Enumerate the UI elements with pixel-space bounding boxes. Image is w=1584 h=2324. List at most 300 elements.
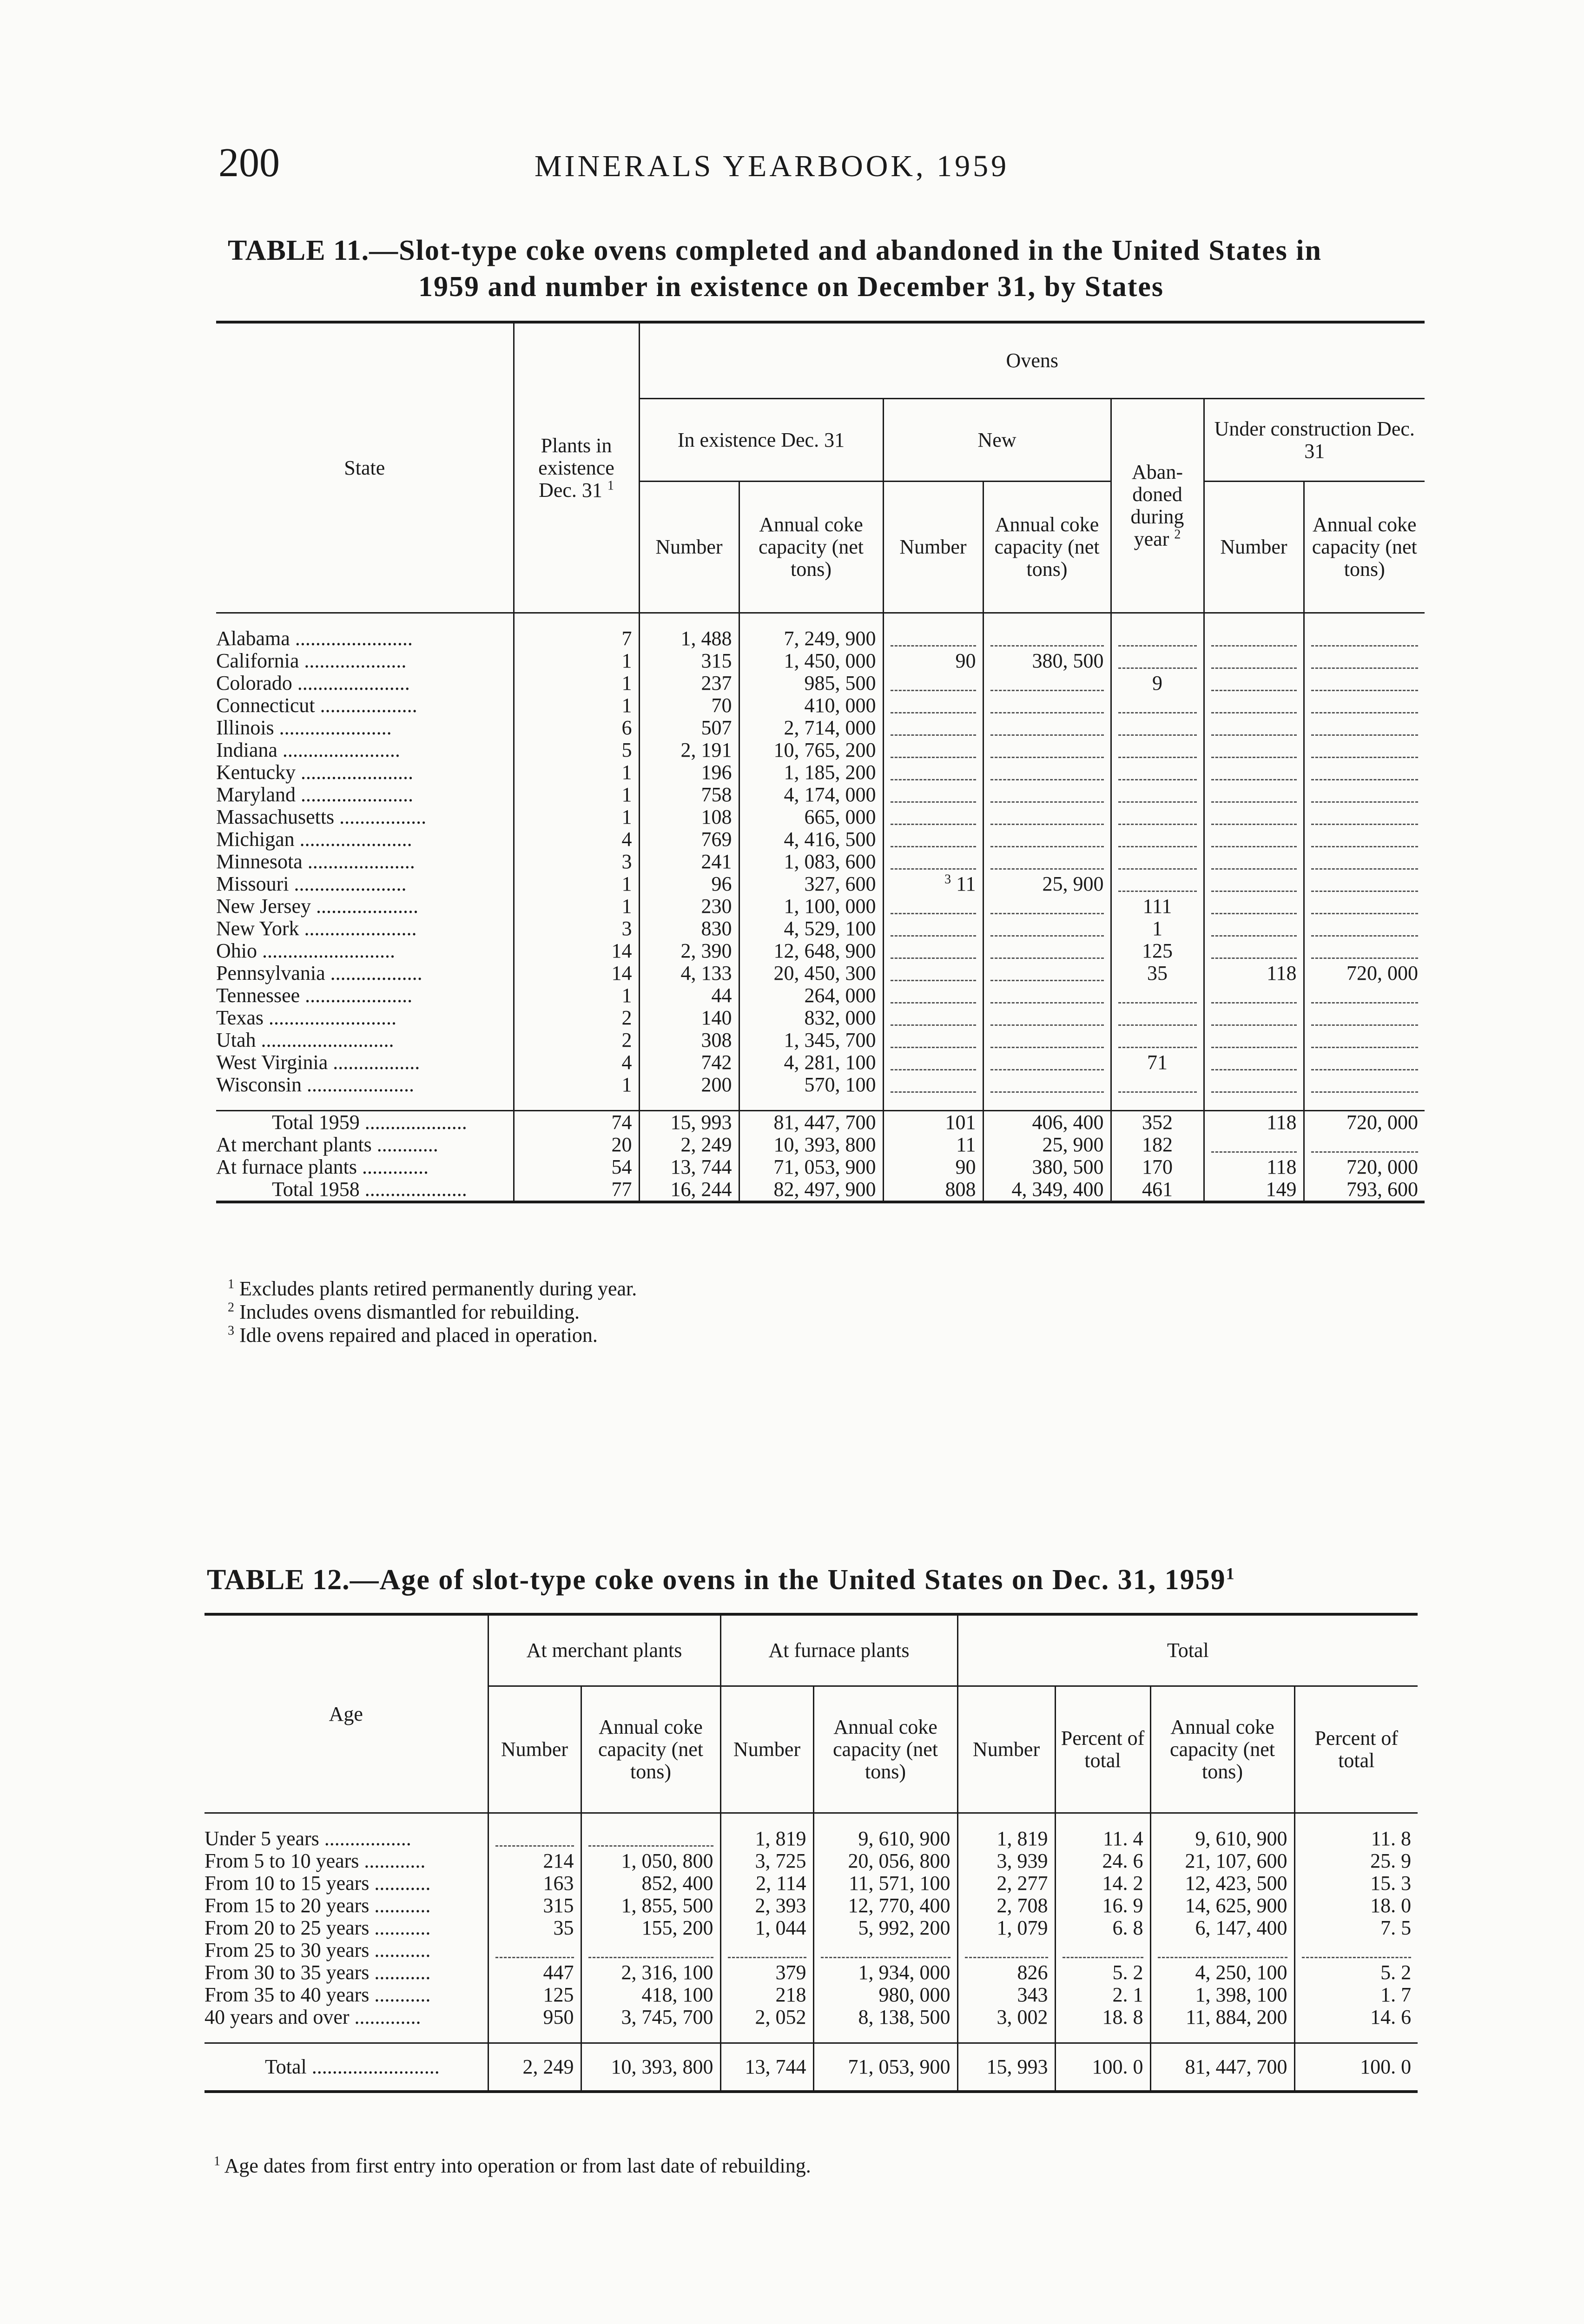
state-name: Minnesota ..................... xyxy=(216,850,415,873)
empty-dash xyxy=(1311,857,1419,870)
total-row xyxy=(205,2043,1418,2092)
col-header-furnace: At furnace plants xyxy=(720,1614,957,1686)
total-label: At merchant plants ............ xyxy=(216,1133,438,1156)
exist-capacity: 1, 083, 600 xyxy=(739,851,883,873)
total-capacity-percent: 1. 7 xyxy=(1294,1984,1418,2006)
exist-capacity: 665, 000 xyxy=(739,806,883,828)
uc-number: 149 xyxy=(1204,1178,1304,1202)
total-number: 1, 819 xyxy=(957,1828,1055,1850)
new-capacity xyxy=(983,672,1111,694)
state-name: New Jersey .................... xyxy=(216,895,419,918)
empty-dash xyxy=(990,857,1104,870)
uc-number xyxy=(1204,918,1304,940)
empty-dash xyxy=(1118,634,1197,647)
empty-dash xyxy=(990,723,1104,736)
uc-number xyxy=(1204,694,1304,717)
col-header-new: New xyxy=(883,399,1111,482)
empty-dash xyxy=(1311,634,1419,647)
uc-capacity xyxy=(1304,1007,1425,1029)
furnace-number: 13, 744 xyxy=(720,2043,813,2092)
col-header-new-number: Number xyxy=(883,482,983,613)
empty-dash xyxy=(891,812,976,825)
uc-number xyxy=(1204,828,1304,851)
page-number: 200 xyxy=(218,140,280,185)
total-capacity: 4, 250, 100 xyxy=(1150,1961,1294,1984)
new-number xyxy=(883,717,983,739)
exist-number: 2, 191 xyxy=(639,739,739,761)
state-name: Texas ......................... xyxy=(216,1006,396,1029)
empty-dash xyxy=(1311,1140,1419,1153)
total-number: 343 xyxy=(957,1984,1055,2006)
col-header-exist-number: Number xyxy=(639,482,739,613)
exist-number: 2, 249 xyxy=(639,1134,739,1156)
uc-number xyxy=(1204,873,1304,895)
new-number xyxy=(883,627,983,650)
exist-number: 4, 133 xyxy=(639,962,739,984)
uc-capacity xyxy=(1304,784,1425,806)
exist-number: 108 xyxy=(639,806,739,828)
uc-number xyxy=(1204,761,1304,784)
empty-dash xyxy=(990,768,1104,780)
empty-dash xyxy=(990,634,1104,647)
col-header-merchant-capacity: Annual coke capacity (net tons) xyxy=(581,1686,720,1813)
table-row xyxy=(216,784,1425,806)
uc-number: 118 xyxy=(1204,1156,1304,1178)
col-header-under-construction: Under construction Dec. 31 xyxy=(1204,399,1425,482)
abandoned-value xyxy=(1111,627,1204,650)
total-number xyxy=(957,1939,1055,1961)
table-row xyxy=(216,1007,1425,1029)
total-percent: 100. 0 xyxy=(1055,2043,1150,2092)
empty-dash xyxy=(990,835,1104,847)
plants-value: 4 xyxy=(514,828,639,851)
furnace-number: 2, 052 xyxy=(720,2006,813,2028)
table-row xyxy=(205,1828,1418,1850)
uc-capacity xyxy=(1304,739,1425,761)
empty-dash xyxy=(891,924,976,937)
merchant-number: 950 xyxy=(488,2006,581,2028)
abandoned-value xyxy=(1111,828,1204,851)
total-percent: 14. 2 xyxy=(1055,1872,1150,1895)
age-label: From 15 to 20 years ........... xyxy=(205,1894,431,1917)
state-name: California .................... xyxy=(216,649,407,672)
age-label: From 10 to 15 years ........... xyxy=(205,1872,431,1895)
new-capacity xyxy=(983,784,1111,806)
exist-capacity: 410, 000 xyxy=(739,694,883,717)
plants-value: 4 xyxy=(514,1051,639,1074)
uc-number xyxy=(1204,851,1304,873)
merchant-capacity: 2, 316, 100 xyxy=(581,1961,720,1984)
empty-dash xyxy=(990,991,1104,1004)
total-capacity-percent: 18. 0 xyxy=(1294,1895,1418,1917)
col-header-total-number: Number xyxy=(957,1686,1055,1813)
exist-capacity: 10, 765, 200 xyxy=(739,739,883,761)
empty-dash xyxy=(1311,1036,1419,1048)
state-name: Colorado ...................... xyxy=(216,672,410,694)
uc-number xyxy=(1204,784,1304,806)
furnace-number xyxy=(720,1939,813,1961)
table-row xyxy=(216,851,1425,873)
new-number: 808 xyxy=(883,1178,983,1202)
empty-dash xyxy=(1311,835,1419,847)
uc-number xyxy=(1204,739,1304,761)
abandoned-value xyxy=(1111,873,1204,895)
merchant-number: 163 xyxy=(488,1872,581,1895)
empty-dash xyxy=(1211,879,1297,892)
total-capacity: 11, 884, 200 xyxy=(1150,2006,1294,2028)
furnace-number: 2, 114 xyxy=(720,1872,813,1895)
uc-number xyxy=(1204,1029,1304,1051)
col-header-new-capacity: Annual coke capacity (net tons) xyxy=(983,482,1111,613)
furnace-capacity: 5, 992, 200 xyxy=(813,1917,957,1939)
col-header-ovens: Ovens xyxy=(639,322,1425,399)
col-header-merchant: At merchant plants xyxy=(488,1614,720,1686)
col-header-total-percent: Percent of total xyxy=(1055,1686,1150,1813)
table11-caption-line2: 1959 and number in existence on December 31, by States xyxy=(418,271,1164,303)
empty-dash xyxy=(1211,746,1297,758)
total-number: 1, 079 xyxy=(957,1917,1055,1939)
uc-capacity xyxy=(1304,672,1425,694)
merchant-capacity: 852, 400 xyxy=(581,1872,720,1895)
empty-dash xyxy=(1211,1140,1297,1153)
new-capacity xyxy=(983,940,1111,962)
uc-number xyxy=(1204,1051,1304,1074)
empty-dash xyxy=(728,1946,806,1958)
new-capacity: 25, 900 xyxy=(983,1134,1111,1156)
abandoned-value: 111 xyxy=(1111,895,1204,918)
exist-capacity: 1, 185, 200 xyxy=(739,761,883,784)
furnace-capacity: 9, 610, 900 xyxy=(813,1828,957,1850)
merchant-number: 315 xyxy=(488,1895,581,1917)
uc-capacity xyxy=(1304,694,1425,717)
merchant-number xyxy=(488,1939,581,1961)
footnote-text: Excludes plants retired permanently during year. xyxy=(234,1277,637,1300)
empty-dash xyxy=(1118,857,1197,870)
empty-dash xyxy=(1311,879,1419,892)
empty-dash xyxy=(891,723,976,736)
uc-capacity xyxy=(1304,761,1425,784)
empty-dash xyxy=(1311,746,1419,758)
abandoned-value xyxy=(1111,650,1204,672)
uc-number xyxy=(1204,672,1304,694)
table11-body xyxy=(216,613,1425,1202)
exist-capacity: 82, 497, 900 xyxy=(739,1178,883,1202)
total-capacity: 1, 398, 100 xyxy=(1150,1984,1294,2006)
new-number xyxy=(883,962,983,984)
total-percent: 5. 2 xyxy=(1055,1961,1150,1984)
table-row xyxy=(205,1850,1418,1872)
total-number: 3, 939 xyxy=(957,1850,1055,1872)
abandoned-value: 1 xyxy=(1111,918,1204,940)
exist-capacity: 832, 000 xyxy=(739,1007,883,1029)
empty-dash xyxy=(1211,835,1297,847)
table-row xyxy=(216,1051,1425,1074)
plants-value: 6 xyxy=(514,717,639,739)
abandoned-value: 182 xyxy=(1111,1134,1204,1156)
new-number xyxy=(883,739,983,761)
empty-dash xyxy=(1311,812,1419,825)
col-header-total-capacity-percent: Percent of total xyxy=(1294,1686,1418,1813)
uc-number xyxy=(1204,650,1304,672)
uc-capacity: 793, 600 xyxy=(1304,1178,1425,1202)
new-capacity xyxy=(983,984,1111,1007)
merchant-capacity: 3, 745, 700 xyxy=(581,2006,720,2028)
new-number xyxy=(883,761,983,784)
total-number: 826 xyxy=(957,1961,1055,1984)
table-row xyxy=(216,918,1425,940)
total-capacity-percent: 100. 0 xyxy=(1294,2043,1418,2092)
abandoned-value xyxy=(1111,784,1204,806)
total-capacity-percent: 15. 3 xyxy=(1294,1872,1418,1895)
empty-dash xyxy=(891,701,976,713)
empty-dash xyxy=(965,1946,1048,1958)
plants-value: 1 xyxy=(514,650,639,672)
uc-capacity xyxy=(1304,627,1425,650)
new-capacity xyxy=(983,851,1111,873)
table-row xyxy=(216,672,1425,694)
state-name: New York ...................... xyxy=(216,917,417,940)
footnote xyxy=(228,1277,1343,1301)
spacer-row xyxy=(205,2028,1418,2043)
total-capacity-percent xyxy=(1294,1939,1418,1961)
exist-capacity: 985, 500 xyxy=(739,672,883,694)
merchant-number: 125 xyxy=(488,1984,581,2006)
empty-dash xyxy=(495,1834,574,1847)
uc-number xyxy=(1204,895,1304,918)
exist-number: 830 xyxy=(639,918,739,940)
abandoned-value: 461 xyxy=(1111,1178,1204,1202)
new-capacity: 380, 500 xyxy=(983,650,1111,672)
new-number xyxy=(883,828,983,851)
empty-dash xyxy=(1211,701,1297,713)
table11-footnotes xyxy=(228,1277,1343,1347)
table-row xyxy=(216,761,1425,784)
total-row xyxy=(216,1156,1425,1178)
empty-dash xyxy=(1311,946,1419,959)
col-header-total: Total xyxy=(957,1614,1418,1686)
empty-dash xyxy=(1118,746,1197,758)
footnote-mark: 2 xyxy=(228,1300,234,1315)
merchant-capacity: 418, 100 xyxy=(581,1984,720,2006)
table-row xyxy=(216,694,1425,717)
empty-dash xyxy=(990,902,1104,914)
table-row xyxy=(205,1872,1418,1895)
state-name: Maryland ...................... xyxy=(216,783,414,806)
empty-dash xyxy=(990,1036,1104,1048)
empty-dash xyxy=(1118,1080,1197,1093)
exist-capacity: 12, 648, 900 xyxy=(739,940,883,962)
abandoned-value xyxy=(1111,717,1204,739)
uc-number: 118 xyxy=(1204,1111,1304,1134)
footnote-text: Idle ovens repaired and placed in operation. xyxy=(234,1324,598,1347)
spacer-row xyxy=(216,613,1425,628)
table12 xyxy=(205,1613,1418,2093)
empty-dash xyxy=(1211,723,1297,736)
footnote-ref: 3 xyxy=(944,872,951,887)
furnace-capacity: 20, 056, 800 xyxy=(813,1850,957,1872)
merchant-capacity: 10, 393, 800 xyxy=(581,2043,720,2092)
exist-capacity: 1, 345, 700 xyxy=(739,1029,883,1051)
empty-dash xyxy=(891,790,976,803)
abandoned-value: 170 xyxy=(1111,1156,1204,1178)
uc-capacity: 720, 000 xyxy=(1304,962,1425,984)
furnace-number: 3, 725 xyxy=(720,1850,813,1872)
abandoned-value: 352 xyxy=(1111,1111,1204,1134)
uc-number: 118 xyxy=(1204,962,1304,984)
new-capacity xyxy=(983,806,1111,828)
exist-number: 200 xyxy=(639,1074,739,1096)
empty-dash xyxy=(990,679,1104,691)
furnace-number: 218 xyxy=(720,1984,813,2006)
age-label: Under 5 years ................. xyxy=(205,1827,411,1850)
plants-value: 1 xyxy=(514,784,639,806)
exist-capacity: 4, 281, 100 xyxy=(739,1051,883,1074)
new-number xyxy=(883,672,983,694)
new-capacity xyxy=(983,1029,1111,1051)
exist-number: 1, 488 xyxy=(639,627,739,650)
exist-capacity: 7, 249, 900 xyxy=(739,627,883,650)
uc-capacity xyxy=(1304,1134,1425,1156)
new-number xyxy=(883,784,983,806)
total-capacity: 21, 107, 600 xyxy=(1150,1850,1294,1872)
empty-dash xyxy=(990,1013,1104,1026)
exist-capacity: 570, 100 xyxy=(739,1074,883,1096)
uc-capacity xyxy=(1304,873,1425,895)
total-label: Total 1958 .................... xyxy=(216,1178,514,1202)
exist-number: 315 xyxy=(639,650,739,672)
col-header-furnace-number: Number xyxy=(720,1686,813,1813)
table-row xyxy=(216,1074,1425,1096)
abandoned-value xyxy=(1111,1074,1204,1096)
empty-dash xyxy=(1118,656,1197,669)
empty-dash xyxy=(891,946,976,959)
uc-capacity: 720, 000 xyxy=(1304,1111,1425,1134)
total-percent: 11. 4 xyxy=(1055,1828,1150,1850)
total-number: 2, 708 xyxy=(957,1895,1055,1917)
exist-capacity: 10, 393, 800 xyxy=(739,1134,883,1156)
empty-dash xyxy=(990,701,1104,713)
state-name: Tennessee ..................... xyxy=(216,984,413,1007)
exist-number: 13, 744 xyxy=(639,1156,739,1178)
new-number xyxy=(883,806,983,828)
new-number xyxy=(883,1007,983,1029)
state-name: Massachusetts ................. xyxy=(216,805,427,828)
empty-dash xyxy=(1211,946,1297,959)
empty-dash xyxy=(588,1946,713,1958)
new-capacity xyxy=(983,828,1111,851)
empty-dash xyxy=(1311,768,1419,780)
total-percent: 18. 8 xyxy=(1055,2006,1150,2028)
empty-dash xyxy=(1118,879,1197,892)
empty-dash xyxy=(1211,656,1297,669)
abandoned-value: 35 xyxy=(1111,962,1204,984)
empty-dash xyxy=(891,768,976,780)
table12-caption-text: —Age of slot-type coke ovens in the United States on Dec. 31, 1959 xyxy=(350,1564,1226,1596)
age-label: From 25 to 30 years ........... xyxy=(205,1939,431,1961)
table-row xyxy=(205,1895,1418,1917)
empty-dash xyxy=(1211,634,1297,647)
empty-dash xyxy=(1211,1080,1297,1093)
table12-body xyxy=(205,1813,1418,2092)
plants-value: 1 xyxy=(514,895,639,918)
exist-number: 230 xyxy=(639,895,739,918)
new-number xyxy=(883,1074,983,1096)
empty-dash xyxy=(891,1013,976,1026)
empty-dash xyxy=(891,679,976,691)
total-capacity: 9, 610, 900 xyxy=(1150,1828,1294,1850)
col-header-total-capacity: Annual coke capacity (net tons) xyxy=(1150,1686,1294,1813)
uc-capacity: 720, 000 xyxy=(1304,1156,1425,1178)
abandoned-value xyxy=(1111,1007,1204,1029)
plants-value: 14 xyxy=(514,962,639,984)
table-row xyxy=(216,627,1425,650)
empty-dash xyxy=(1311,991,1419,1004)
total-number: 3, 002 xyxy=(957,2006,1055,2028)
plants-value: 14 xyxy=(514,940,639,962)
empty-dash xyxy=(1211,1058,1297,1070)
empty-dash xyxy=(1311,790,1419,803)
empty-dash xyxy=(588,1834,713,1847)
col-header-furnace-capacity: Annual coke capacity (net tons) xyxy=(813,1686,957,1813)
empty-dash xyxy=(1118,790,1197,803)
new-capacity xyxy=(983,761,1111,784)
plants-value: 1 xyxy=(514,1074,639,1096)
new-capacity: 4, 349, 400 xyxy=(983,1178,1111,1202)
exist-capacity: 1, 450, 000 xyxy=(739,650,883,672)
empty-dash xyxy=(1118,1036,1197,1048)
plants-value: 1 xyxy=(514,761,639,784)
spacer-row xyxy=(205,1813,1418,1828)
table12-footnote xyxy=(214,2154,1329,2178)
uc-capacity xyxy=(1304,717,1425,739)
footnote-mark: 3 xyxy=(228,1323,234,1338)
table12-caption xyxy=(207,1562,1462,1598)
furnace-number: 1, 044 xyxy=(720,1917,813,1939)
furnace-capacity: 1, 934, 000 xyxy=(813,1961,957,1984)
empty-dash xyxy=(1311,1058,1419,1070)
plants-value: 1 xyxy=(514,984,639,1007)
empty-dash xyxy=(990,790,1104,803)
empty-dash xyxy=(891,857,976,870)
state-name: Wisconsin ..................... xyxy=(216,1073,414,1096)
abandoned-value xyxy=(1111,806,1204,828)
table-row xyxy=(216,806,1425,828)
exist-number: 70 xyxy=(639,694,739,717)
exist-number: 742 xyxy=(639,1051,739,1074)
uc-capacity xyxy=(1304,895,1425,918)
total-capacity: 6, 147, 400 xyxy=(1150,1917,1294,1939)
empty-dash xyxy=(1118,991,1197,1004)
total-label: At furnace plants ............. xyxy=(216,1155,429,1178)
exist-capacity: 327, 600 xyxy=(739,873,883,895)
age-label: From 20 to 25 years ........... xyxy=(205,1916,431,1939)
total-row xyxy=(216,1111,1425,1134)
empty-dash xyxy=(891,1080,976,1093)
new-capacity: 25, 900 xyxy=(983,873,1111,895)
abandoned-value: 125 xyxy=(1111,940,1204,962)
empty-dash xyxy=(1211,857,1297,870)
exist-capacity: 81, 447, 700 xyxy=(739,1111,883,1134)
empty-dash xyxy=(1211,902,1297,914)
empty-dash xyxy=(1311,679,1419,691)
col-header-exist-capacity: Annual coke capacity (net tons) xyxy=(739,482,883,613)
empty-dash xyxy=(1311,1013,1419,1026)
furnace-number: 2, 393 xyxy=(720,1895,813,1917)
empty-dash xyxy=(1158,1946,1287,1958)
age-label: 40 years and over ............. xyxy=(205,2006,421,2028)
empty-dash xyxy=(990,924,1104,937)
exist-number: 237 xyxy=(639,672,739,694)
